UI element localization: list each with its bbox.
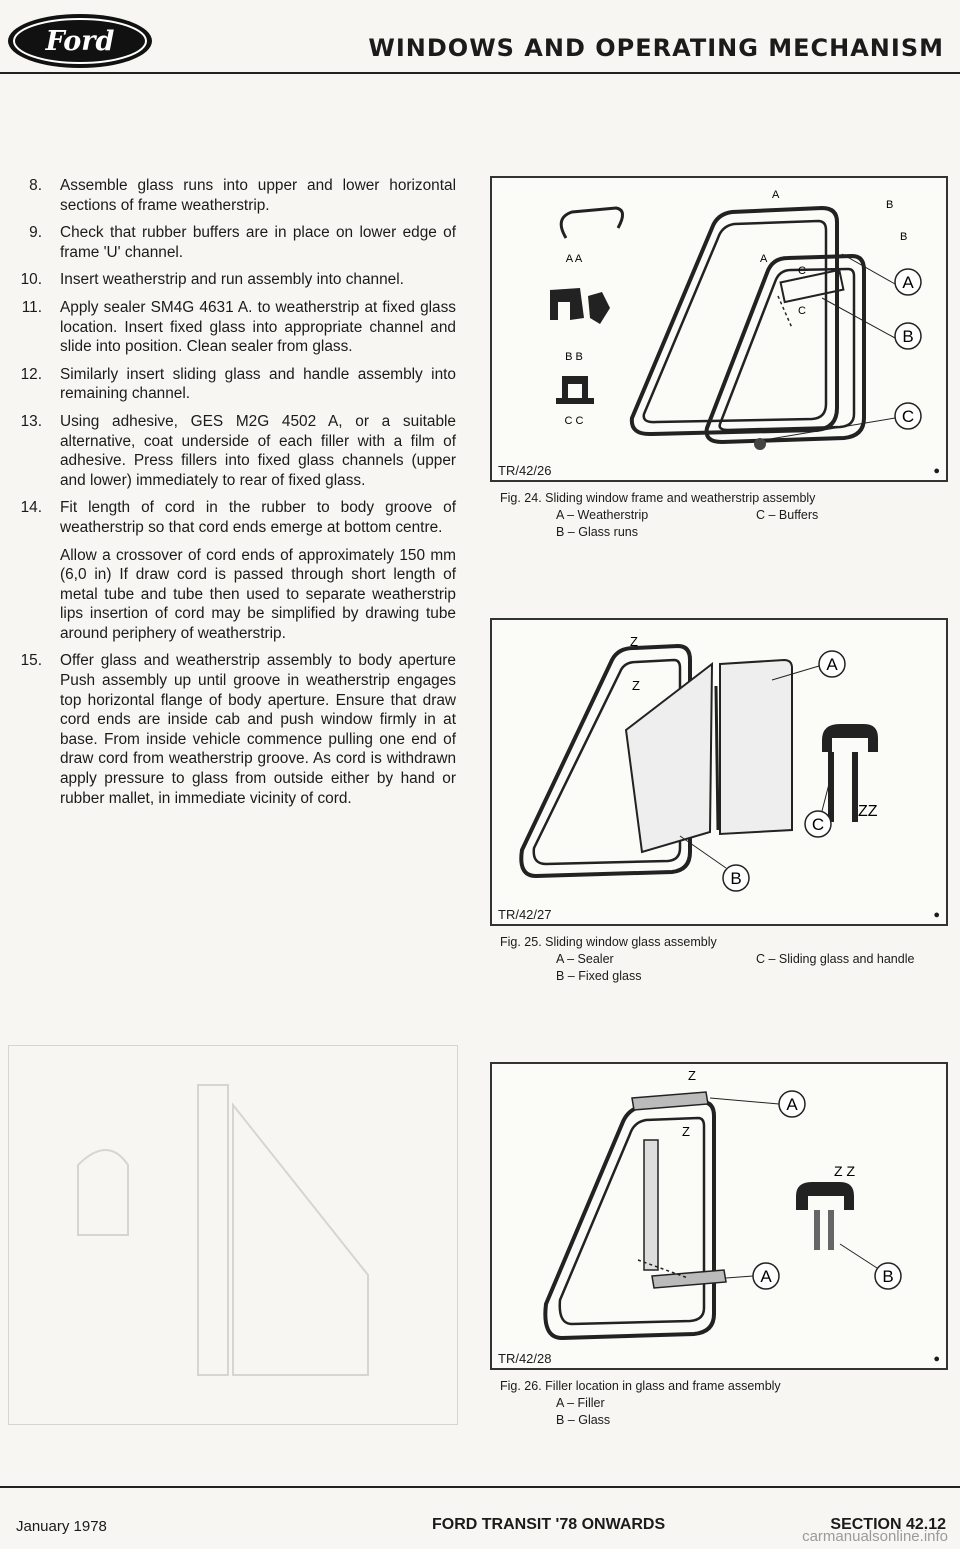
- svg-text:Ford: Ford: [45, 26, 115, 57]
- callout-b: B: [902, 327, 914, 346]
- figure-key: A – Filler B – Glass: [556, 1396, 611, 1427]
- callout-b: B: [882, 1267, 894, 1286]
- registration-mark: ●: [933, 909, 940, 921]
- footer-publication: FORD TRANSIT '78 ONWARDS: [432, 1516, 666, 1533]
- page-header: [0, 0, 960, 80]
- section-label-zz: ZZ: [858, 803, 878, 820]
- callout-b: B: [730, 869, 742, 888]
- step-number: 12.: [20, 365, 42, 383]
- figure-24-caption: Fig. 24. Sliding window frame and weatherstrip assembly A – Weatherstrip C – Buffers B – Glass runs: [490, 490, 948, 541]
- figure-id: TR/42/27: [498, 907, 552, 922]
- step-12: [0, 365, 470, 404]
- registration-mark: ●: [933, 465, 940, 477]
- section-marker-a2: A: [760, 253, 768, 265]
- figure-id: TR/42/26: [498, 463, 552, 478]
- step-number: 14.: [20, 499, 42, 517]
- procedure-steps: [0, 176, 470, 816]
- step-8: [0, 176, 470, 215]
- step-10: [0, 270, 470, 290]
- step-number: 8.: [29, 177, 42, 194]
- figure-24-illustration: [490, 176, 948, 482]
- step-11: [0, 298, 470, 357]
- header-rule: [0, 72, 960, 74]
- figure-key: A – Weatherstrip C – Buffers B – Glass runs: [556, 508, 819, 539]
- step-number: 9.: [29, 224, 42, 242]
- step-14: [0, 498, 470, 643]
- callout-c: C: [901, 407, 915, 426]
- step-9: [0, 223, 470, 262]
- callout-a-lower: A: [760, 1267, 772, 1286]
- step-text: Insert weatherstrip and run assembly into channel.: [60, 271, 404, 289]
- step-number: 11.: [21, 298, 42, 316]
- step-text: Check that rubber buffers are in place on lower edge of frame 'U' channel.: [60, 224, 456, 261]
- figure-key: A – Sealer C – Sliding glass and handle B – Fixed glass: [556, 952, 915, 983]
- footer-section: SECTION 42.12: [830, 1516, 946, 1533]
- callout-a: A: [786, 1095, 798, 1114]
- section-marker-b2: B: [900, 231, 908, 243]
- section-marker-z2: Z: [632, 678, 640, 693]
- step-text: Fit length of cord in the rubber to body groove of weatherstrip so that cord ends emerge at bottom centre.: [60, 499, 456, 536]
- page-title: WINDOWS AND OPERATING MECHANISM: [368, 34, 944, 62]
- step-text: Offer glass and weatherstrip assembly to body aperture Push assembly up until groove in weatherstrip engages top horizontal flange of body aperture. Ensure that draw cord ends are inside cab and push window firmly in at base. From inside vehicle commence pulling one end of draw cord from weatherstrip groove. As cord is withdrawn apply pressure to glass from outside either by hand or rubber mallet, in immediate vicinity of cord.: [60, 652, 456, 807]
- step-text: Similarly insert sliding glass and handle assembly into remaining channel.: [60, 365, 456, 403]
- section-marker-a: A: [772, 189, 780, 201]
- footer-date: January 1978: [16, 1518, 107, 1535]
- step-13: [0, 412, 470, 490]
- bleed-through-illustration: [8, 1045, 458, 1425]
- watermark: carmanualsonline.info: [802, 1528, 948, 1545]
- section-label-aa: A A: [565, 253, 583, 265]
- callout-a: A: [902, 273, 914, 292]
- callout-c: C: [811, 815, 825, 834]
- step-number: 13.: [20, 412, 42, 430]
- step-text: Assemble glass runs into upper and lower horizontal sections of frame weatherstrip.: [60, 177, 456, 214]
- section-marker-z2: Z: [682, 1124, 690, 1139]
- step-text: Using adhesive, GES M2G 4502 A, or a suitable alternative, coat underside of each filler with a film of adhesive. Press fillers into fixed glass channels (upper and lower) immediately to rear of fixed glass.: [60, 412, 456, 489]
- footer-rule: [0, 1486, 960, 1488]
- step-number: 15.: [20, 652, 42, 670]
- section-label-zz: Z Z: [834, 1163, 855, 1179]
- figure-id: TR/42/28: [498, 1351, 552, 1366]
- figure-24: [490, 176, 948, 541]
- section-marker-z: Z: [688, 1068, 696, 1083]
- step-number: 10.: [20, 271, 42, 289]
- figure-25-caption: Fig. 25. Sliding window glass assembly A – Sealer C – Sliding glass and handle B – Fixed glass: [490, 934, 948, 985]
- section-label-cc: C C: [564, 415, 584, 427]
- section-marker-z: Z: [630, 634, 638, 649]
- step-15: [0, 651, 470, 808]
- figure-26: [490, 1062, 948, 1429]
- step-text: Allow a crossover of cord ends of approximately 150 mm (6,0 in) If draw cord is passed through short length of metal tube and tube then used to separate weatherstrip lips insertion of cord may be simplified by drawing tube around periphery of weatherstrip.: [60, 546, 456, 642]
- ford-logo: [6, 12, 154, 70]
- section-marker-c: C: [798, 265, 806, 277]
- section-marker-c2: C: [798, 305, 806, 317]
- figure-26-caption: Fig. 26. Filler location in glass and frame assembly A – Filler B – Glass: [490, 1378, 948, 1429]
- section-marker-b: B: [886, 199, 894, 211]
- figure-26-illustration: [490, 1062, 948, 1370]
- registration-mark: ●: [933, 1353, 940, 1365]
- callout-a: A: [826, 655, 838, 674]
- step-text: Apply sealer SM4G 4631 A. to weatherstrip at fixed glass location. Insert fixed glass into appropriate channel and slide into position. Clean sealer from glass.: [60, 298, 456, 356]
- figure-25: [490, 618, 948, 985]
- section-label-bb: B B: [565, 351, 583, 363]
- figure-25-illustration: [490, 618, 948, 926]
